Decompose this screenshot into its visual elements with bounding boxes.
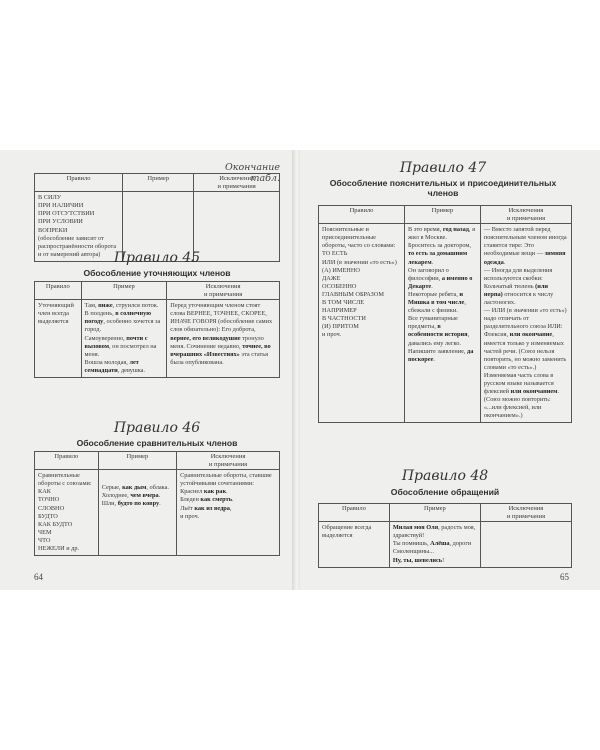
note-cell: Перед уточняющим членом стоят слова ВЕРНЕЕ, ТОЧНЕЕ, СКОРЕЕ, ИНАЧЕ ГОВОРЯ (обособление самих слов обязательно): Его доброта, вернее, его великодушие тронуло меня. Сочинение недавно, точнее, во вчерашних «Известиях» эта статья была опубликована. xyxy=(170,302,273,366)
rule47-title: Обособление пояснительных и присоединительных членов xyxy=(329,178,557,198)
rule46-table xyxy=(34,451,280,556)
col-header-rule: Правило xyxy=(319,504,390,522)
page-number-left: 64 xyxy=(34,572,43,582)
example-cell: Там, ниже, струился поток. В полдень, в солнечную погоду, особенно хочется за город. Самоуверенно, почти с вызовом, он посмотрел на меня. Вошла молодая, лет семнадцати, девушка. xyxy=(84,302,161,374)
table-row xyxy=(319,224,572,423)
col-header-rule: Правило xyxy=(35,282,82,300)
rule-cell: Сравнительные обороты с союзами: КАК ТОЧНО СЛОВНО БУДТО КАК БУДТО ЧЕМ ЧТО НЕЖЕЛИ и др. xyxy=(38,472,92,553)
note-cell: — Вместо запятой перед пояснительным членом иногда ставится тире: Это необходимые вещи — зимняя одежда. — Иногда для выделения используются скобки: Кольчатый тюлень (или нерпа) относится к числу ластоногих. — ИЛИ (в значении «то есть») надо отличать от разделительного союза ИЛИ: Флексия, или окончание, имеется только у изменяемых частей речи. (Союз нельзя повторить, но можно заменить словами «то есть».) Изменяемая часть слова в русском языке называется флексией или окончанием. (Союз можно повторить: «...или флексией, или окончанием».) xyxy=(483,226,567,420)
rule-cell: Обращение всегда выделяется xyxy=(322,524,372,540)
table-row xyxy=(35,470,280,556)
col-header-example: Пример xyxy=(98,452,176,470)
rule-cell: Пояснительные и присоединительные обороты, часто со словами: ТО ЕСТЬ ИЛИ (в значении «то есть») (А) ИМЕННО ДАЖЕ ОСОБЕННО ГЛАВНЫМ ОБРАЗОМ В ТОМ ЧИСЛЕ НАПРИМЕР В ЧАСТНОСТИ (И) ПРИТОМ и проч. xyxy=(322,226,397,339)
table-row xyxy=(35,300,280,378)
table-header-row xyxy=(319,504,572,522)
rule46-title: Обособление сравнительных членов xyxy=(76,438,238,448)
col-header-rule: Правило xyxy=(35,174,123,192)
table-header-row xyxy=(35,174,280,192)
col-header-notes: Исключения и примечания xyxy=(480,504,571,522)
rule48-table xyxy=(318,503,572,568)
example-cell: Серые, как дым, облака. Холоднее, чем вчера. Шли, будто по ковру. xyxy=(101,484,169,508)
rule47-number: Правило 47 xyxy=(399,160,487,176)
col-header-notes: Исключения и примечания xyxy=(167,282,280,300)
table-header-row xyxy=(319,206,572,224)
rule-cell: В СИЛУ ПРИ НАЛИЧИИ ПРИ ОТСУТСТВИИ ПРИ УСЛОВИИ ВОПРЕКИ (обособление зависит от распространённости оборота и от намерений автора) xyxy=(38,194,117,258)
continuation-label: Окончание табл. xyxy=(224,162,280,184)
col-header-example: Пример xyxy=(123,174,194,192)
book-spine xyxy=(292,150,300,590)
col-header-notes: Исключения и примечания xyxy=(480,206,571,224)
col-header-rule: Правило xyxy=(319,206,405,224)
col-header-rule: Правило xyxy=(35,452,99,470)
table-row xyxy=(319,522,572,567)
rule48-title: Обособление обращений xyxy=(390,487,500,497)
col-header-notes: Исключения и примечания xyxy=(194,174,280,192)
col-header-example: Пример xyxy=(405,206,481,224)
rule45-table xyxy=(34,281,280,378)
col-header-notes: Исключения и примечания xyxy=(177,452,280,470)
rule48-number: Правило 48 xyxy=(401,468,489,484)
table-header-row xyxy=(35,452,280,470)
example-cell: Милая моя Оля, радость моя, здравствуй! Ты помнишь, Алёша, дороги Смоленщины... Ну, ты, шевелись! xyxy=(392,524,476,564)
col-header-example: Пример xyxy=(389,504,480,522)
example-cell: В это время, год назад, я жил в Москве. Броситесь за доктором, то есть за домашним лекарем. Он заговорил о философии, а именно о Декарте. Некоторые ребята, и Мишка в том числе, сбежали с физики. Все гуманитарные предметы, в особенности история, давались ему легко. Напишите заявление, да поскорее. xyxy=(408,226,475,363)
continuation-table xyxy=(34,173,280,262)
rule-cell: Уточняющий член всегда выделяется xyxy=(38,302,74,326)
page-number-right: 65 xyxy=(560,572,569,582)
rule46-number: Правило 46 xyxy=(113,420,201,436)
table-header-row xyxy=(35,282,280,300)
note-cell: Сравнительные обороты, ставшие устойчивыми сочетаниями: Краснел как рак. Бледен как смерть. Льёт как из ведра, и проч. xyxy=(180,472,272,520)
rule45-number: Правило 45 xyxy=(113,250,201,266)
col-header-example: Пример xyxy=(81,282,167,300)
rule45-title: Обособление уточняющих членов xyxy=(83,268,231,278)
rule47-table xyxy=(318,205,572,423)
